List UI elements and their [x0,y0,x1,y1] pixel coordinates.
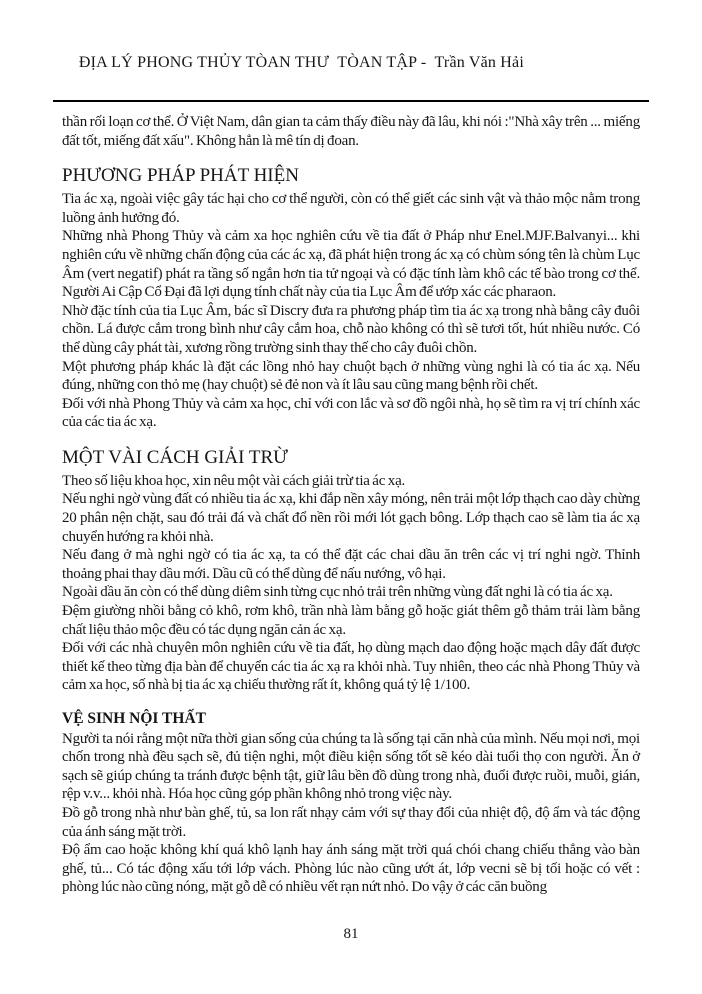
paragraph: Người ta nói rằng một nữa thời gian sống của chúng ta là sống tại căn nhà của mình. Nếu mọi nơi, mọi chốn trong nhà đều sạch sẽ, đủ tiện nghi, một điều kiện sống tốt sẽ kéo dài tuổi thọ con người. Ăn ở sạch sẽ giúp chúng ta tránh được bệnh tật, giữ lâu bền đồ dùng trong nhà, đuổi được ruồi, muỗi, gián, rệp v.v... khỏi nhà. Hóa học cũng góp phần không nhỏ trong việc này. [62,730,640,803]
paragraph: Một phương pháp khác là đặt các lồng nhỏ hay chuột bạch ở những vùng nghi là có tia ác xạ. Nếu đúng, những con thỏ mẹ (hay chuột) sẻ đẻ non và ít lâu sau cũng mang bệnh rồi chết. [62,358,640,394]
paragraph: Đồ gỗ trong nhà như bàn ghế, tủ, sa lon rất nhạy cảm với sự thay đổi của nhiệt độ, độ ẩm và tác động của ánh sáng mặt trời. [62,805,640,840]
paragraph: Nếu đang ở mà nghi ngờ có tia ác xạ, ta có thể đặt các chai dầu ăn trên các vị trí nghi ngờ. Thỉnh thoảng phai thay dầu mới. Dầu cũ có thể dùng để nấu nướng, vô hại. [62,547,640,582]
header-rule [53,100,649,102]
intro-paragraph: thần rối loạn cơ thể. Ở Việt Nam, dân gian ta cảm thấy điều này đã lâu, khi nói :"Nhà xây trên ... miếng đất tốt, miếng đất xấu". Không hẳn là mê tín dị đoan. [62,114,640,149]
paragraph: Đệm giường nhồi bằng cỏ khô, rơm khô, trần nhà làm bằng gỗ hoặc giát thêm gỗ thảm trải làm bằng chất liệu thảo mộc đều có tác dụng ngăn cản ác xạ. [62,602,640,638]
paragraph: Đối với nhà Phong Thủy và cảm xa học, chỉ với con lắc và sơ đồ ngôi nhà, họ sẽ tìm ra vị trí chính xác của các tia ác xạ. [62,395,640,431]
section-heading-ve-sinh-noi-that: VỆ SINH NỘI THẤT [62,709,206,727]
paragraph: Theo số liệu khoa học, xin nêu một vài cách giải trừ tia ác xạ. [62,472,406,489]
running-header [62,0,640,91]
section-heading-phuong-phap-phat-hien: PHƯƠNG PHÁP PHÁT HIỆN [62,165,299,187]
page-number: 81 [343,926,359,942]
paragraph: Tia ác xạ, ngoài việc gây tác hại cho cơ thể người, còn có thể giết các sinh vật và thảo mộc nằm trong luồng ảnh hưởng đó. [62,191,640,226]
section-heading-mot-vai-cach-giai-tru: MỘT VÀI CÁCH GIẢI TRỪ [62,446,288,468]
paragraph: Nếu nghi ngờ vùng đất có nhiều tia ác xạ, khi đắp nền xây móng, nên trải một lớp thạch cao dày chừng 20 phân nện chặt, sau đó trải đá và chất đổ nền rồi mới lót gạch bông. Lớp thạch cao sẽ làm tia ác xạ chuyển hướng ra khỏi nhà. [62,491,640,545]
paragraph: Đối với các nhà chuyên môn nghiên cứu về tia đất, họ dùng mạch dao động hoặc mạch dây đất được thiết kế theo từng địa bàn để chuyển các tia ác xạ ra khỏi nhà. Tuy nhiên, theo các nhà Phong Thủy và cảm xa học, số nhà bị tia ác xạ chiếu thường rất ít, không quá tỷ lệ 1/100. [62,640,640,694]
running-header-title: ĐỊA LÝ PHONG THỦY TÒAN THƯ TÒAN TẬP - Trần Văn Hải [78,54,525,72]
paragraph: Độ ẩm cao hoặc không khí quá khô lạnh hay ánh sáng mặt trời quá chói chang chiếu thẳng vào bàn ghế, tủ... Có tác động xấu tới lớp vách. Phòng lúc nào cũng ướt át, lớp vecni sẽ bị tối hoặc có vết : phòng lúc nào cũng nóng, mặt gỗ dễ có nhiều vết rạn nứt nhỏ. Do vậy ở các căn buồng [62,842,640,896]
paragraph: Nhờ đặc tính của tia Lục Âm, bác sĩ Discry đưa ra phương pháp tìm tia ác xạ trong nhà bằng cây đuôi chồn. Lá được cắm trong bình như cây cắm hoa, chỗ nào không có thì sẽ tươi tốt, hút nhiều nước. Có thể dùng cây phát tài, xương rồng trường sinh thay thế cho cây đuôi chồn. [62,302,640,356]
paragraph: Những nhà Phong Thủy và cảm xa học nghiên cứu về tia đất ở Pháp như Enel.MJF.Balvanyi... khi nghiên cứu về những chấn động của các ác xạ, đã phát hiện trong ác xạ có chùm sóng tên là chùm Lục Âm (vert negatif) phát ra tầng số ngắn hơn tia tử ngoại và có đặc tính làm khô các tế bào trong cơ thể. Người Ai Cập Cổ Đại đã lợi dụng tính chất này của tia Lục Âm để ướp xác các pharaon. [62,228,640,301]
page-footer [0,926,702,943]
paragraph: Ngoài dầu ăn còn có thể dùng diêm sinh từng cục nhỏ trải trên những vùng đất nghi là có tia ác xạ. [62,584,613,601]
page-body [62,113,640,897]
